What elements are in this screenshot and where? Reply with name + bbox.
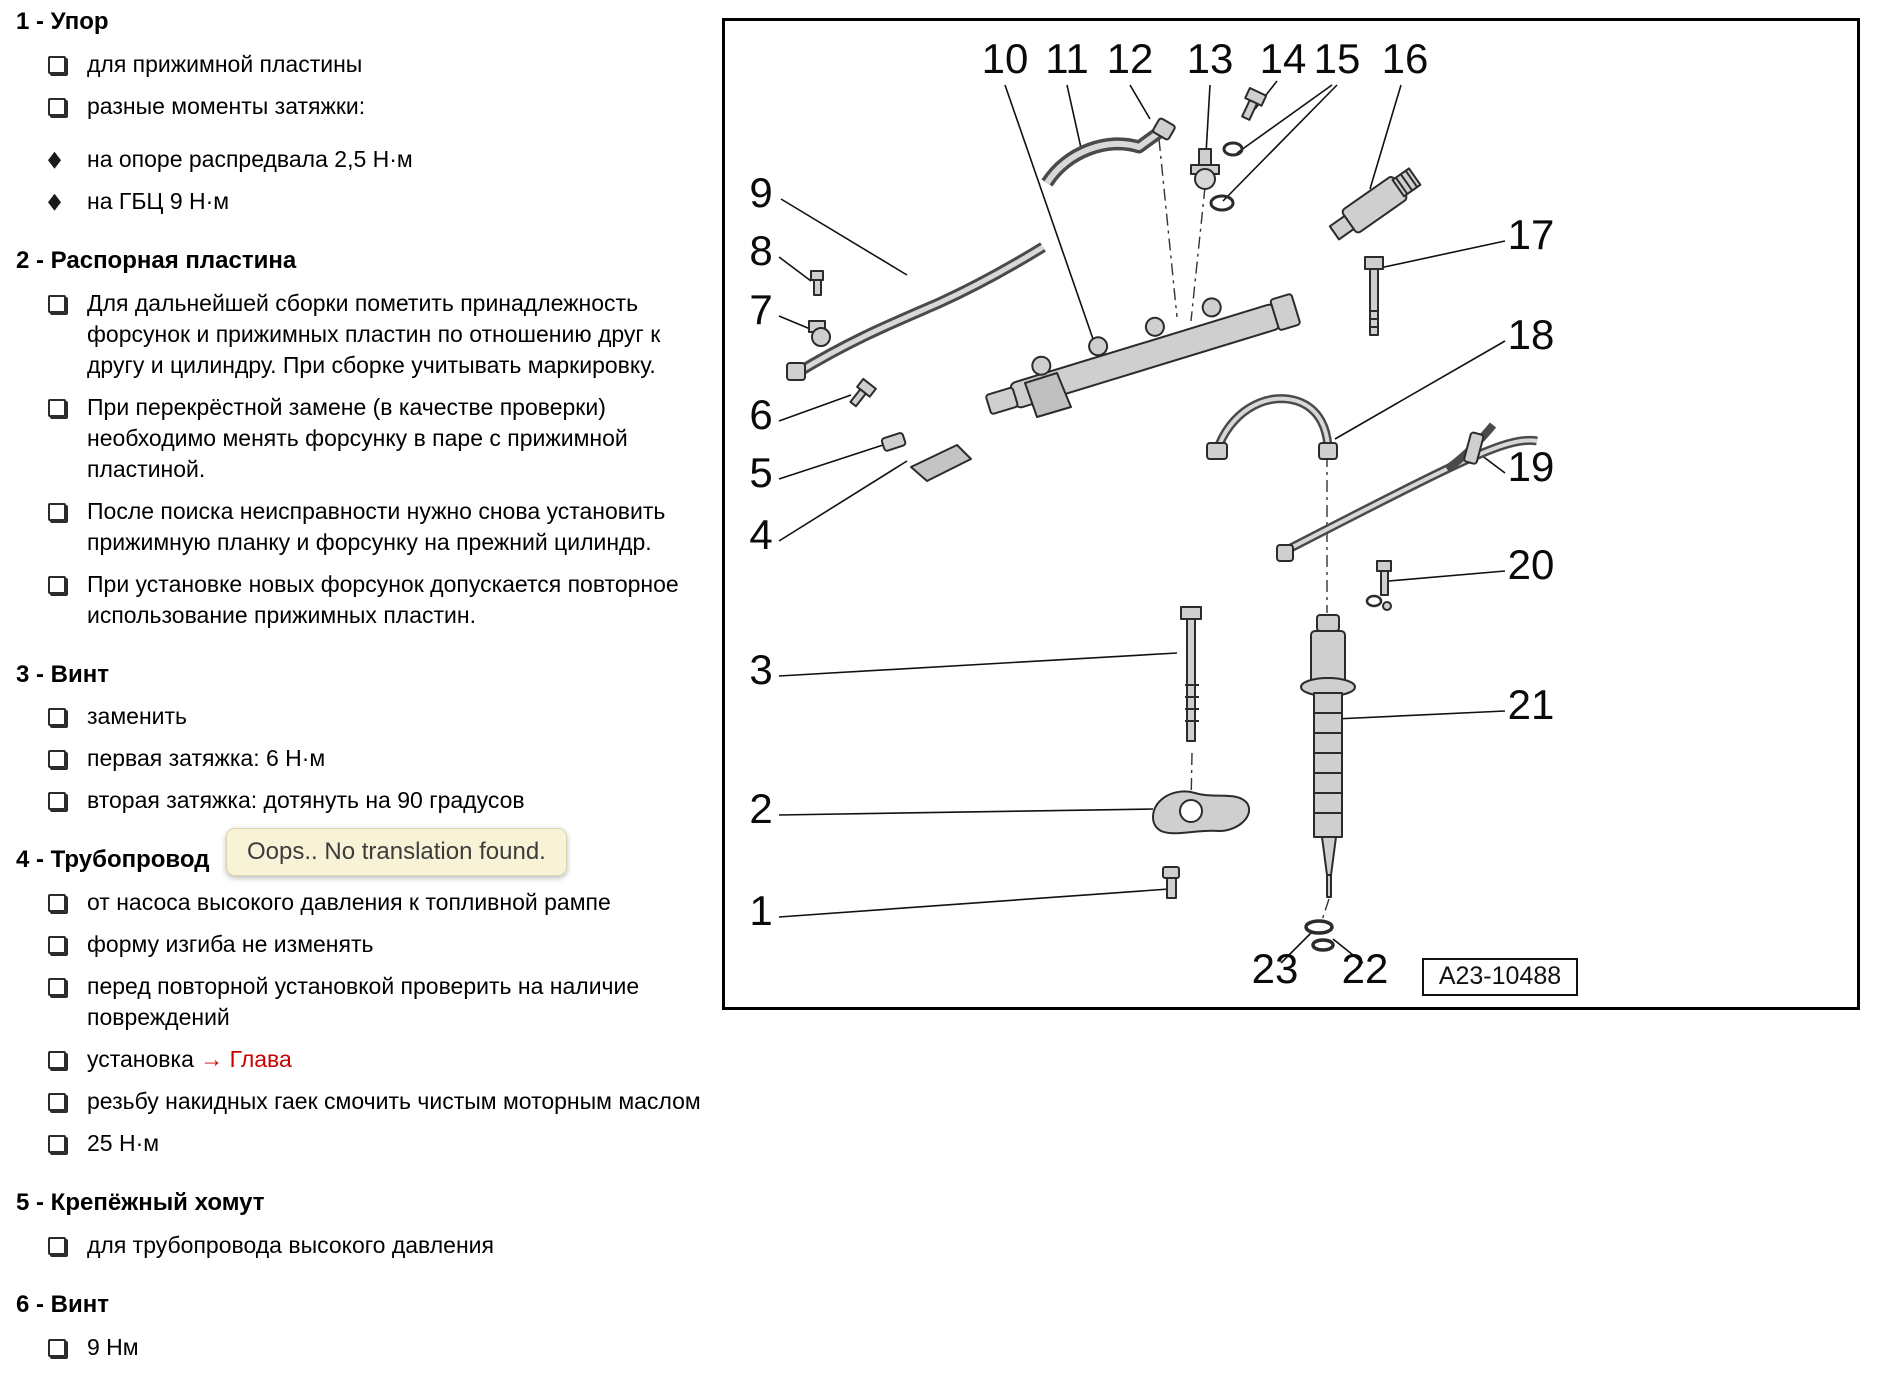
list-item-text: для трубопровода высокого давления bbox=[87, 1231, 494, 1258]
list-item bbox=[48, 1332, 716, 1363]
list-item bbox=[48, 1086, 716, 1117]
callout-number: 12 bbox=[1106, 35, 1154, 82]
bolt-14 bbox=[1238, 88, 1267, 122]
list-item-text: первая затяжка: 6 Н·м bbox=[87, 745, 326, 772]
retainer-20 bbox=[1367, 561, 1391, 610]
checkbox-bullet-icon bbox=[48, 1230, 72, 1261]
callout-numbers bbox=[749, 35, 1554, 992]
callout-number: 14 bbox=[1259, 35, 1307, 82]
checkbox-bullet-icon bbox=[48, 49, 72, 80]
list-item bbox=[48, 1230, 716, 1261]
callout-number: 8 bbox=[749, 227, 773, 274]
list-item-text: Для дальнейшей сборки пометить принадлежность форсунок и прижимных пластин по отношению друг к другу и цилиндру. При сборке учитывать маркировку. bbox=[87, 289, 661, 378]
section-heading: 5 - Крепёжный хомут bbox=[16, 1189, 265, 1217]
drawing-code-box bbox=[1423, 959, 1577, 995]
list-item-text: резьбу накидных гаек смочить чистым моторным маслом bbox=[87, 1088, 701, 1115]
drawing-code: A23-10488 bbox=[1438, 962, 1562, 990]
callout-number: 18 bbox=[1507, 311, 1555, 358]
return-hose bbox=[1277, 425, 1537, 561]
banjo-fitting bbox=[1191, 149, 1219, 189]
callout-number: 23 bbox=[1251, 945, 1299, 992]
list-item-text: После поиска неисправности нужно снова установить прижимную планку и форсунку на прежний цилиндр. bbox=[87, 497, 666, 555]
list-item-text: заменить bbox=[87, 703, 188, 730]
section-heading: 4 - Трубопровод bbox=[16, 846, 210, 874]
section-heading: 3 - Винт bbox=[16, 660, 110, 688]
parts bbox=[787, 88, 1537, 950]
checkbox-bullet-icon bbox=[48, 569, 72, 631]
section-2 bbox=[16, 247, 716, 631]
link-prefix-text: установка bbox=[87, 1046, 201, 1073]
callout-number: 9 bbox=[749, 169, 773, 216]
section-6 bbox=[16, 1291, 716, 1363]
callout-number: 5 bbox=[749, 449, 773, 496]
bullet-list bbox=[16, 49, 716, 217]
list-item-text: При установке новых форсунок допускается повторное использование прижимных пластин. bbox=[87, 570, 679, 628]
callout-number: 15 bbox=[1313, 35, 1361, 82]
callout-number: 7 bbox=[749, 286, 773, 333]
fuel-rail bbox=[978, 275, 1301, 418]
leader-lines bbox=[779, 81, 1505, 963]
diamond-bullet-icon bbox=[48, 144, 72, 175]
section-3 bbox=[16, 661, 716, 817]
list-item bbox=[48, 971, 716, 1033]
checkbox-bullet-icon bbox=[48, 496, 72, 558]
list-item-text: на опоре распредвала 2,5 Н·м bbox=[87, 145, 413, 172]
bullet-list bbox=[16, 1230, 716, 1261]
bullet-list bbox=[16, 1332, 716, 1363]
diamond-bullet-icon bbox=[48, 186, 72, 217]
list-item bbox=[48, 785, 716, 816]
checkbox-bullet-icon bbox=[48, 288, 72, 381]
list-item bbox=[48, 496, 716, 558]
callout-number: 1 bbox=[749, 887, 773, 934]
translation-tooltip: Oops.. No translation found. bbox=[226, 828, 567, 876]
callout-number: 10 bbox=[981, 35, 1029, 82]
checkbox-bullet-icon bbox=[48, 743, 72, 774]
list-item-text: 9 Нм bbox=[87, 1333, 139, 1360]
section-4 bbox=[16, 838, 716, 1159]
list-item bbox=[48, 144, 716, 175]
checkbox-bullet-icon bbox=[48, 1044, 72, 1075]
callout-number: 22 bbox=[1341, 945, 1389, 992]
checkbox-bullet-icon bbox=[48, 971, 72, 1033]
list-item-text: форму изгиба не изменять bbox=[87, 931, 374, 958]
bullet-list bbox=[16, 887, 716, 1159]
list-item-text: от насоса высокого давления к топливной рампе bbox=[87, 889, 611, 916]
list-item-text: для прижимной пластины bbox=[87, 50, 363, 77]
pressure-valve bbox=[1326, 165, 1422, 244]
list-item-text: При перекрёстной замене (в качестве проверки) необходимо менять форсунку в паре с прижимной пластиной. bbox=[87, 393, 628, 482]
list-item bbox=[48, 1044, 716, 1075]
checkbox-bullet-icon bbox=[48, 1128, 72, 1159]
checkbox-bullet-icon bbox=[48, 91, 72, 122]
checkbox-bullet-icon bbox=[48, 1086, 72, 1117]
callout-number: 21 bbox=[1507, 681, 1555, 728]
checkbox-bullet-icon bbox=[48, 392, 72, 485]
bracket-4 bbox=[911, 445, 971, 481]
chapter-link[interactable]: → Глава bbox=[200, 1046, 292, 1073]
list-item bbox=[48, 929, 716, 960]
bolt-8 bbox=[811, 271, 823, 295]
list-item-text: вторая затяжка: дотянуть на 90 градусов bbox=[87, 787, 525, 814]
callout-number: 3 bbox=[749, 646, 773, 693]
exploded-diagram bbox=[722, 18, 1860, 1010]
callout-number: 2 bbox=[749, 785, 773, 832]
vent-hose bbox=[1047, 118, 1176, 183]
bullet-list bbox=[16, 288, 716, 631]
section-heading: 1 - Упор bbox=[16, 8, 109, 35]
list-item bbox=[48, 887, 716, 918]
checkbox-bullet-icon bbox=[48, 1332, 72, 1363]
list-item bbox=[48, 288, 716, 381]
bolt-6 bbox=[847, 379, 876, 409]
list-item bbox=[48, 701, 716, 732]
washers bbox=[1306, 921, 1333, 950]
section-5 bbox=[16, 1189, 716, 1261]
checkbox-bullet-icon bbox=[48, 929, 72, 960]
high-pressure-pipe bbox=[787, 247, 1043, 380]
list-item bbox=[48, 569, 716, 631]
list-item-text bbox=[87, 1044, 716, 1075]
callout-number: 16 bbox=[1381, 35, 1429, 82]
clamp-5 bbox=[881, 432, 906, 451]
bullet-list bbox=[16, 701, 716, 816]
list-item-text: на ГБЦ 9 Н·м bbox=[87, 187, 230, 214]
list-item-text: перед повторной установкой проверить на наличие повреждений bbox=[87, 973, 640, 1031]
list-item bbox=[48, 49, 716, 80]
manual-text bbox=[16, 4, 716, 1374]
callout-number: 20 bbox=[1507, 541, 1555, 588]
callout-number: 17 bbox=[1507, 211, 1555, 258]
list-item bbox=[48, 743, 716, 774]
list-item bbox=[48, 392, 716, 485]
injector-pipe bbox=[1207, 399, 1337, 459]
callout-number: 13 bbox=[1186, 35, 1234, 82]
list-item bbox=[48, 1128, 716, 1159]
stud-bolt bbox=[1181, 607, 1201, 741]
injector-21 bbox=[1301, 615, 1355, 897]
callout-number: 11 bbox=[1045, 35, 1089, 82]
section-heading: 6 - Винт bbox=[16, 1290, 110, 1318]
list-item bbox=[48, 186, 716, 217]
bolt-17 bbox=[1365, 257, 1383, 335]
checkbox-bullet-icon bbox=[48, 785, 72, 816]
support-1 bbox=[1163, 867, 1179, 898]
section-heading: 2 - Распорная пластина bbox=[16, 246, 297, 274]
section-1 bbox=[16, 8, 716, 217]
list-item-text: 25 Н·м bbox=[87, 1130, 160, 1157]
sensor-7 bbox=[809, 321, 830, 346]
clamping-plate bbox=[1153, 791, 1249, 833]
callout-number: 6 bbox=[749, 391, 773, 438]
checkbox-bullet-icon bbox=[48, 887, 72, 918]
checkbox-bullet-icon bbox=[48, 701, 72, 732]
list-item bbox=[48, 91, 716, 122]
list-item-text: разные моменты затяжки: bbox=[87, 92, 366, 119]
callout-number: 4 bbox=[749, 511, 773, 558]
callout-number: 19 bbox=[1507, 443, 1555, 490]
